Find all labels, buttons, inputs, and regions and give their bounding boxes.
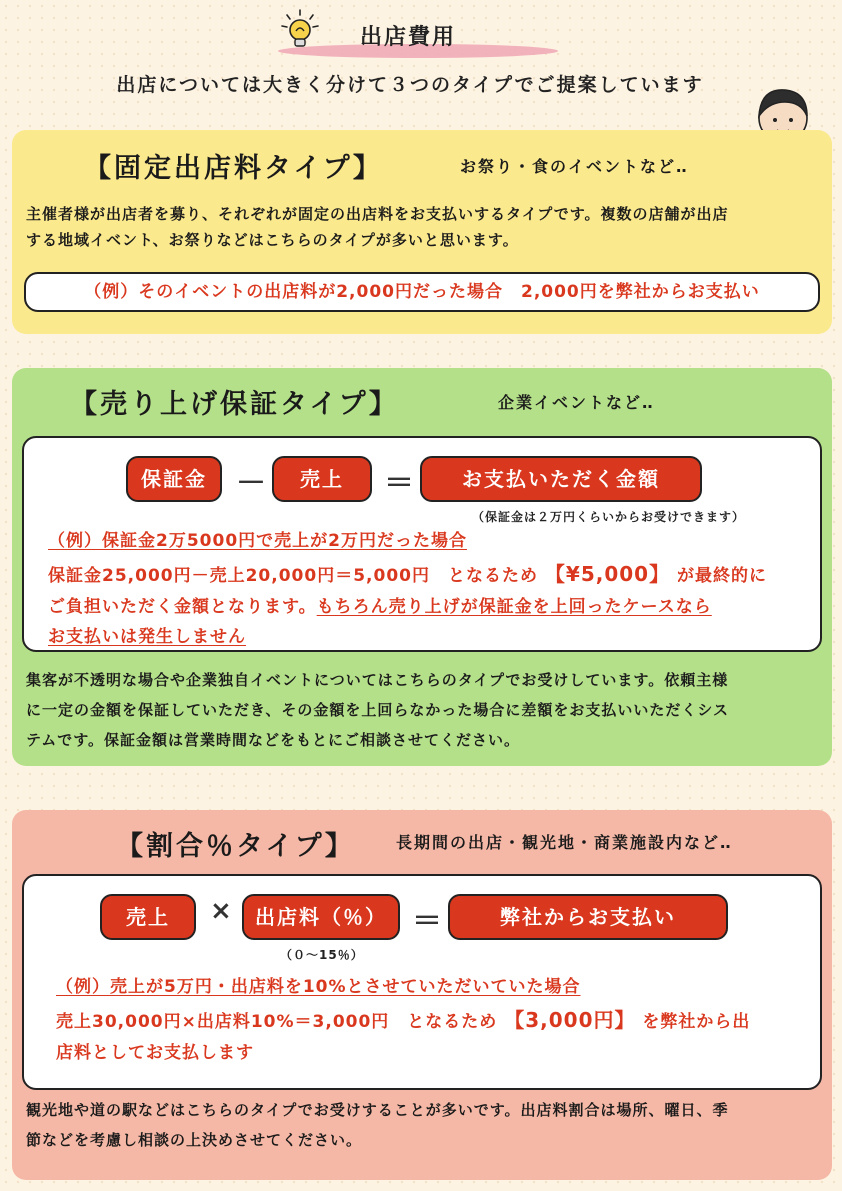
formula-deposit-pill: 保証金 bbox=[126, 456, 222, 502]
ratio-description-line1: 観光地や道の駅などはこちらのタイプでお受けすることが多いです。出店料割合は場所、曜日、季 bbox=[26, 1101, 729, 1119]
title-block bbox=[270, 14, 560, 54]
ratio-fee-pill: 出店料（％） bbox=[242, 894, 400, 940]
fixed-fee-title: 【固定出店料タイプ】 bbox=[84, 153, 383, 184]
page-title: 出店費用 bbox=[360, 25, 457, 50]
ratio-equals-operator: ＝ bbox=[412, 904, 442, 939]
ratio-sales-pill: 売上 bbox=[100, 894, 196, 940]
guarantee-example-amount: 【¥5,000】 bbox=[544, 562, 671, 586]
guarantee-example-burden: ご負担いただく金額となります。 bbox=[48, 597, 317, 617]
fixed-fee-description-line2: する地域イベント、お祭りなどはこちらのタイプが多いと思います。 bbox=[26, 231, 519, 249]
sales-guarantee-description-line2: に一定の金額を保証していただき、その金額を上回らなかった場合に差額をお支払いいただくシス bbox=[26, 701, 729, 719]
formula-payment-pill: お支払いただく金額 bbox=[420, 456, 702, 502]
intro-text: 出店については大きく分けて３つのタイプでご提案しています bbox=[116, 74, 704, 96]
formula-minus-operator: － bbox=[236, 466, 266, 501]
guarantee-example-line2 bbox=[48, 558, 767, 587]
formula-sales-pill: 売上 bbox=[272, 456, 372, 502]
sales-guarantee-card bbox=[12, 368, 832, 766]
guarantee-example-tail: が最終的に bbox=[677, 566, 768, 586]
ratio-example-calc: 売上30,000円×出店料10%＝3,000円 となるため bbox=[56, 1012, 498, 1032]
ratio-payment-pill: 弊社からお支払い bbox=[448, 894, 728, 940]
ratio-example-line3: 店料としてお支払します bbox=[56, 1043, 254, 1063]
fixed-fee-description-line1: 主催者様が出店者を募り、それぞれが固定の出店料をお支払いするタイプです。複数の店舗が出店 bbox=[26, 205, 729, 223]
guarantee-example-line3 bbox=[48, 592, 712, 617]
lightbulb-icon bbox=[278, 8, 322, 52]
ratio-example-tail: を弊社から出 bbox=[642, 1012, 751, 1032]
ratio-example-amount: 【3,000円】 bbox=[504, 1008, 636, 1032]
sales-guarantee-description-line3: テムです。保証金額は営業時間などをもとにご相談させてください。 bbox=[26, 731, 521, 749]
ratio-example-heading: （例）売上が5万円・出店料を10%とさせていただいていた場合 bbox=[56, 977, 581, 997]
formula-equals-operator: ＝ bbox=[384, 466, 414, 501]
page-header bbox=[0, 0, 842, 120]
sales-guarantee-subtitle: 企業イベントなど‥ bbox=[498, 393, 655, 412]
ratio-title: 【割合％タイプ】 bbox=[116, 831, 355, 862]
fixed-fee-subtitle: お祭り・食のイベントなど‥ bbox=[460, 157, 689, 176]
guarantee-example-heading: （例）保証金2万5000円で売上が2万円だった場合 bbox=[48, 531, 467, 551]
guarantee-example-caveat: もちろん売り上げが保証金を上回ったケースなら bbox=[316, 597, 712, 617]
fixed-fee-example: （例）そのイベントの出店料が2,000円だった場合 2,000円を弊社からお支払い bbox=[24, 272, 820, 312]
ratio-example-line2 bbox=[56, 1004, 750, 1033]
guarantee-example-line4: お支払いは発生しません bbox=[48, 627, 246, 647]
sales-guarantee-formula-box bbox=[22, 436, 822, 652]
sales-guarantee-title: 【売り上げ保証タイプ】 bbox=[70, 389, 399, 420]
guarantee-example-calc: 保証金25,000円－売上20,000円＝5,000円 となるため bbox=[48, 566, 538, 586]
ratio-description-line2: 節などを考慮し相談の上決めさせてください。 bbox=[26, 1131, 363, 1149]
ratio-card bbox=[12, 810, 832, 1180]
ratio-range-note: （０～15％） bbox=[280, 948, 364, 962]
ratio-multiply-operator: × bbox=[210, 896, 232, 926]
sales-guarantee-description-line1: 集客が不透明な場合や企業独自イベントについてはこちらのタイプでお受けしています。依頼主様 bbox=[26, 671, 729, 689]
deposit-note: （保証金は２万円くらいからお受けできます） bbox=[472, 510, 746, 524]
ratio-formula-box bbox=[22, 874, 822, 1090]
ratio-subtitle: 長期間の出店・観光地・商業施設内など‥ bbox=[396, 833, 733, 852]
fixed-fee-card bbox=[12, 130, 832, 334]
